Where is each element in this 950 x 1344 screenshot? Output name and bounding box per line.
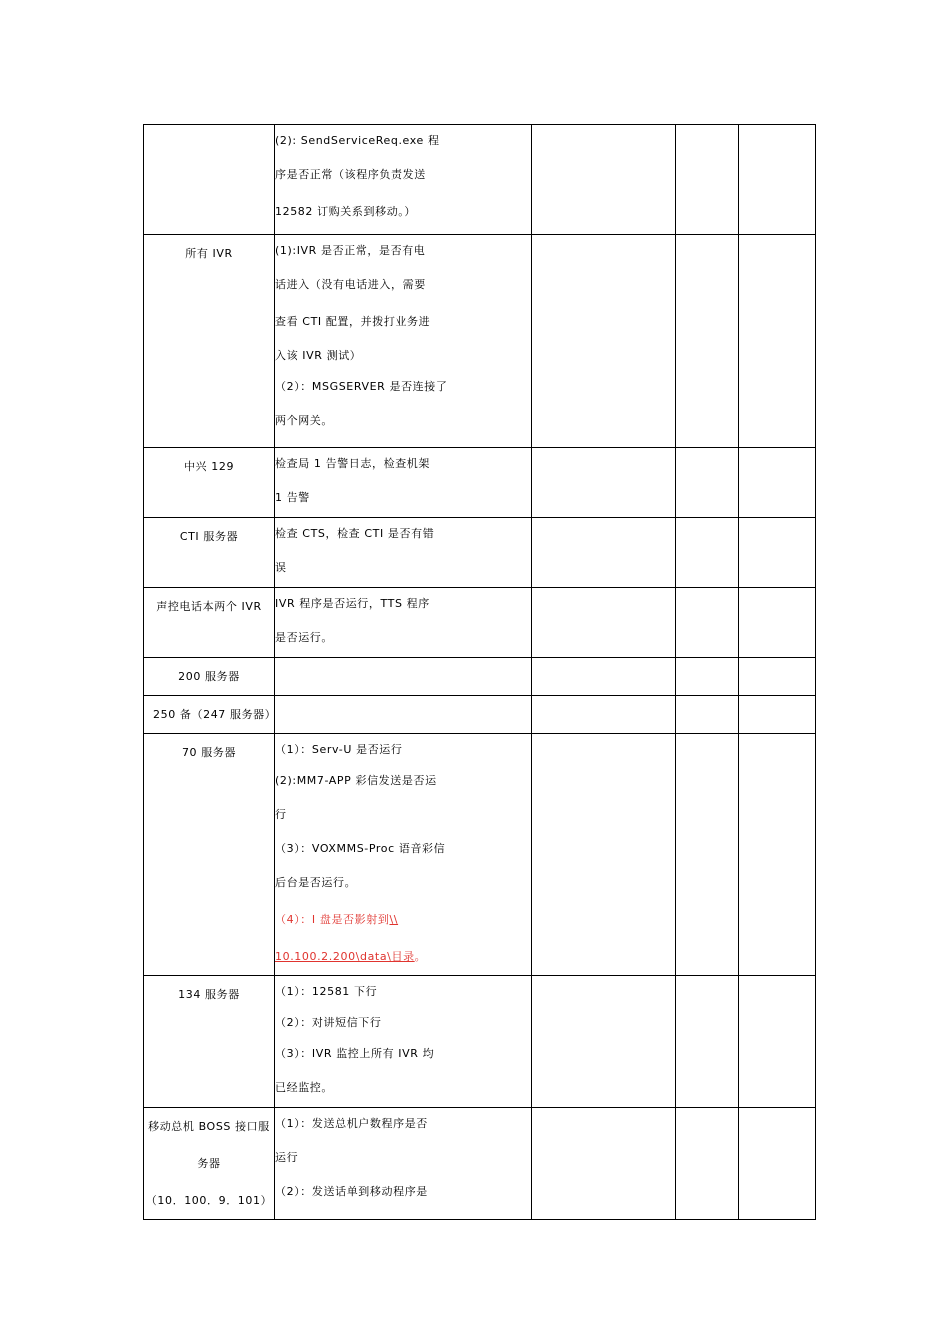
table-row — [144, 235, 816, 448]
empty-cell — [739, 734, 816, 976]
check-item-line: （1）：发送总机户数程序是否 — [275, 1117, 428, 1130]
highlight-link-text: 10.100.2.200\data\目录 — [275, 950, 415, 963]
system-name: 移动总机 BOSS 接口服 — [148, 1120, 270, 1133]
check-item-line: 话进入（没有电话进入，需要 — [275, 278, 426, 291]
system-cell — [144, 125, 275, 235]
empty-cell — [676, 235, 739, 448]
empty-cell — [532, 518, 676, 588]
check-item-line: IVR 程序是否运行，TTS 程序 — [275, 597, 430, 610]
system-name: 70 服务器 — [181, 746, 237, 759]
empty-cell — [676, 125, 739, 235]
check-items-cell — [275, 734, 532, 976]
table-row — [144, 696, 816, 734]
table-row — [144, 1108, 816, 1220]
check-items-cell — [275, 1108, 532, 1220]
check-item-line: （1）：12581 下行 — [275, 985, 378, 998]
table-row — [144, 658, 816, 696]
check-item-line: 两个网关。 — [275, 414, 333, 427]
check-items-cell — [275, 976, 532, 1108]
empty-cell — [676, 696, 739, 734]
empty-cell — [739, 518, 816, 588]
check-item-line: （3）：IVR 监控上所有 IVR 均 — [275, 1047, 435, 1060]
inspection-table — [143, 124, 816, 1220]
empty-cell — [739, 235, 816, 448]
check-item-line: 运行 — [275, 1151, 299, 1164]
empty-cell — [532, 125, 676, 235]
check-item-line: （2）：MSGSERVER 是否连接了 — [275, 380, 448, 393]
check-items-cell — [275, 588, 532, 658]
empty-cell — [532, 734, 676, 976]
table-row — [144, 518, 816, 588]
system-cell — [144, 734, 275, 976]
check-item-line: （2）：对讲短信下行 — [275, 1016, 382, 1029]
highlight-text: 。 — [414, 950, 427, 963]
system-name: 200 服务器 — [178, 670, 240, 683]
system-name: 所有 IVR — [185, 247, 233, 260]
check-item-line: （1）：Serv-U 是否运行 — [275, 743, 403, 756]
empty-cell — [676, 734, 739, 976]
check-item-line: 后台是否运行。 — [275, 876, 357, 889]
empty-cell — [676, 448, 739, 518]
check-item-line: 误 — [275, 561, 287, 574]
table-row — [144, 448, 816, 518]
system-cell — [144, 658, 275, 696]
check-item-line: 12582 订购关系到移动。） — [275, 205, 416, 218]
empty-cell — [739, 696, 816, 734]
empty-cell — [676, 588, 739, 658]
system-name: 声控电话本两个 IVR — [156, 600, 262, 613]
empty-cell — [676, 976, 739, 1108]
system-cell — [144, 1108, 275, 1220]
empty-cell — [532, 1108, 676, 1220]
check-item-line: 序是否正常（该程序负责发送 — [275, 168, 426, 181]
system-cell — [144, 976, 275, 1108]
system-cell — [144, 696, 275, 734]
check-item-line: 检查局 1 告警日志，检查机架 — [275, 457, 430, 470]
check-item-line: 查看 CTI 配置，并拨打业务进 — [275, 315, 431, 328]
check-item-line: 行 — [275, 808, 287, 821]
check-item-line: (2):MM7-APP 彩信发送是否运 — [275, 774, 437, 787]
system-name: 250 备（247 服务器） — [153, 708, 277, 721]
system-name: 中兴 129 — [183, 460, 235, 473]
empty-cell — [532, 235, 676, 448]
highlight-text: （4）：I 盘是否影射到 — [275, 913, 390, 926]
empty-cell — [739, 125, 816, 235]
empty-cell — [532, 448, 676, 518]
system-name: CTI 服务器 — [179, 530, 239, 543]
table-row — [144, 734, 816, 976]
check-item-line: 已经监控。 — [275, 1081, 333, 1094]
empty-cell — [739, 1108, 816, 1220]
system-name: 务器 — [197, 1157, 221, 1170]
highlighted-check-item — [275, 901, 531, 938]
empty-cell — [676, 658, 739, 696]
empty-cell — [739, 588, 816, 658]
empty-cell — [532, 696, 676, 734]
table-row — [144, 125, 816, 235]
check-items-cell — [275, 696, 532, 734]
highlighted-check-item — [275, 938, 531, 975]
system-cell — [144, 588, 275, 658]
empty-cell — [532, 658, 676, 696]
system-name: 134 服务器 — [178, 988, 240, 1001]
check-items-cell — [275, 235, 532, 448]
system-cell — [144, 235, 275, 448]
check-item-line: 1 告警 — [275, 491, 310, 504]
check-item-line: 检查 CTS，检查 CTI 是否有错 — [275, 527, 435, 540]
empty-cell — [532, 588, 676, 658]
highlight-link-text: \\ — [389, 913, 399, 926]
system-cell — [144, 448, 275, 518]
empty-cell — [676, 518, 739, 588]
check-item-line: 是否运行。 — [275, 631, 333, 644]
table-row — [144, 588, 816, 658]
empty-cell — [676, 1108, 739, 1220]
system-name: （10．100．9．101） — [145, 1194, 273, 1207]
check-item-line: (1):IVR 是否正常，是否有电 — [275, 244, 426, 257]
system-cell — [144, 518, 275, 588]
empty-cell — [739, 448, 816, 518]
check-item-line: 入该 IVR 测试） — [275, 349, 362, 362]
check-item-line: （3）：VOXMMS-Proc 语音彩信 — [275, 842, 446, 855]
empty-cell — [739, 658, 816, 696]
check-items-cell — [275, 448, 532, 518]
empty-cell — [739, 976, 816, 1108]
check-items-cell — [275, 658, 532, 696]
check-items-cell — [275, 125, 532, 235]
empty-cell — [532, 976, 676, 1108]
check-item-line: (2): SendServiceReq.exe 程 — [275, 134, 440, 147]
check-item-line: （2）：发送话单到移动程序是 — [275, 1185, 428, 1198]
table-row — [144, 976, 816, 1108]
check-items-cell — [275, 518, 532, 588]
